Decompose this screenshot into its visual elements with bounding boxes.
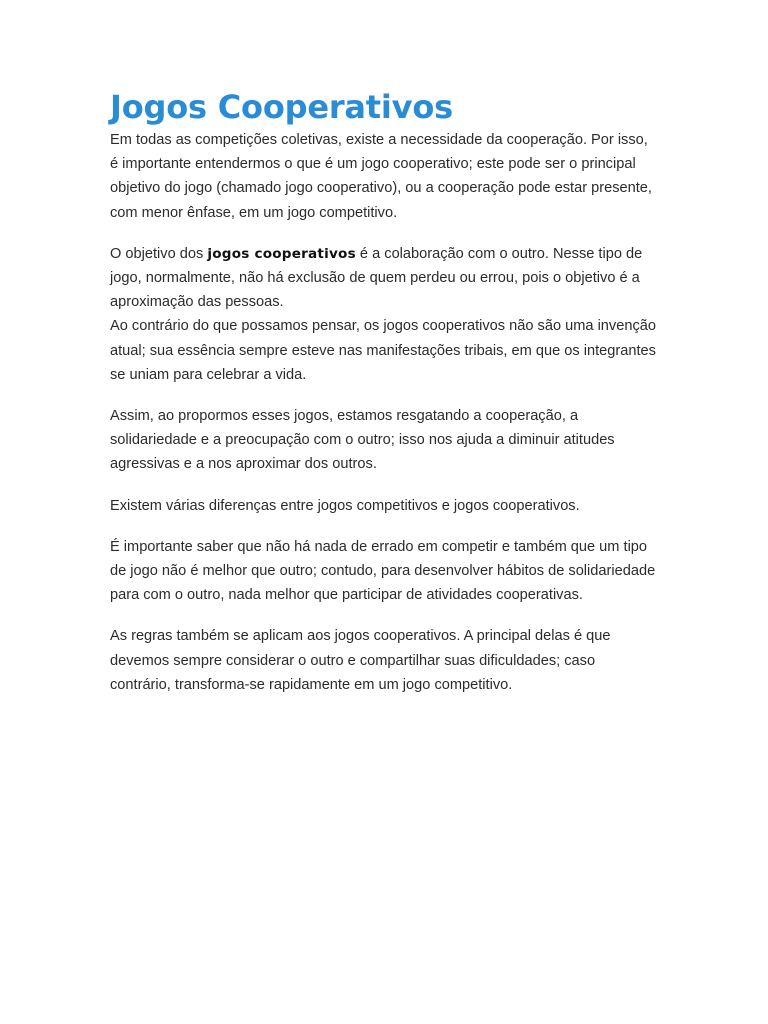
paragraph-rules: As regras também se aplicam aos jogos cooperativos. A principal delas é que devemos sempre considerar o outro e compartilhar suas dificuldades; caso contrário, transforma-se rapidamente em um jogo competitivo. bbox=[110, 628, 611, 693]
paragraph-objective-rest: é a colaboração com o outro. Nesse tipo de jogo, normalmente, não há exclusão de quem perdeu ou errou, pois o objetivo é a aproximação das pessoas. bbox=[110, 245, 643, 311]
paragraph-rescue: Assim, ao propormos esses jogos, estamos resgatando a cooperação, a solidariedade e a preocupação com o outro; isso nos ajuda a diminuir atitudes agressivas e a nos aproximar dos outros. bbox=[110, 408, 615, 473]
paragraph-intro: Em todas as competições coletivas, existe a necessidade da cooperação. Por isso, é importante entendermos o que é um jogo cooperativo; este pode ser o principal objetivo do jogo (chamado jogo cooperativo), ou a cooperação pode estar presente, com menor ênfase, em um jogo competitivo. bbox=[110, 132, 652, 221]
paragraph-differences: Existem várias diferenças entre jogos competitivos e jogos cooperativos. bbox=[110, 497, 580, 514]
paragraph-objective bbox=[110, 242, 658, 315]
paragraph-objective-lead: O objetivo dos bbox=[110, 245, 208, 262]
page-title: Jogos Cooperativos bbox=[110, 88, 453, 126]
document-page bbox=[110, 88, 658, 697]
paragraph-origin: Ao contrário do que possamos pensar, os jogos cooperativos não são uma invenção atual; sua essência sempre esteve nas manifestações tribais, em que os integrantes se uniam para celebrar a vida. bbox=[110, 318, 656, 383]
bold-phrase-jogos-cooperativos: jogos cooperativos bbox=[207, 245, 356, 262]
paragraph-importance: É importante saber que não há nada de errado em competir e também que um tipo de jogo não é melhor que outro; contudo, para desenvolver hábitos de solidariedade para com o outro, nada melhor que participar de atividades cooperativas. bbox=[110, 538, 656, 604]
